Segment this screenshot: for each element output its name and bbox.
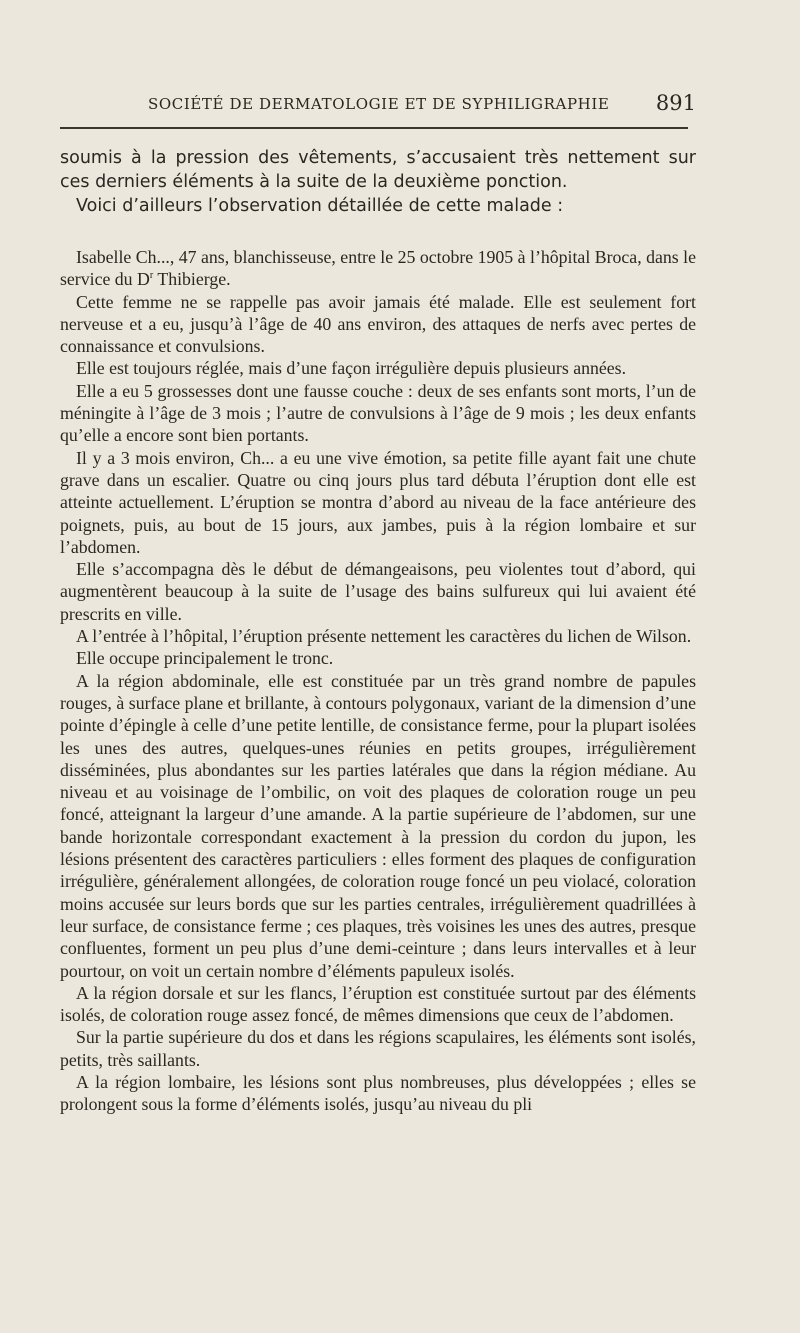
observation-paragraph: Elle s’accompagna dès le début de démangeaisons, peu violentes tout d’abord, qui augmentèrent beaucoup à la suite de l’usage des bains sulfureux qui lui avaient été prescrits en ville. (60, 559, 696, 624)
observation-text-span: Thibierge. (153, 269, 231, 290)
intro-text (60, 146, 696, 218)
running-title: SOCIÉTÉ DE DERMATOLOGIE ET DE SYPHILIGRAPHIE (148, 95, 610, 113)
observation-paragraph (60, 246, 696, 291)
observation-paragraph: Elle est toujours réglée, mais d’une façon irrégulière depuis plusieurs années. (76, 358, 627, 379)
page-number: 891 (655, 91, 696, 115)
observation-paragraph: A la région lombaire, les lésions sont plus nombreuses, plus développées ; elles se prolongent sous la forme d’éléments isolés, jusqu’au niveau du pli (60, 1071, 696, 1115)
observation-paragraph: Elle occupe principalement le tronc. (76, 648, 334, 669)
intro-paragraph: Voici d’ailleurs l’observation détaillée de cette malade : (76, 196, 564, 216)
header-rule (60, 127, 688, 129)
observation-paragraph: Cette femme ne se rappelle pas avoir jamais été malade. Elle est seulement fort nerveuse et a eu, jusqu’à l’âge de 40 ans environ, des attaques de nerfs avec pertes de connaissance et convulsions. (60, 291, 696, 357)
observation-paragraph: A l’entrée à l’hôpital, l’éruption présente nettement les caractères du lichen de Wilson. (76, 626, 692, 647)
observation-paragraph: A la région abdominale, elle est constituée par un très grand nombre de papules rouges, à surface plane et brillante, à contours polygonaux, variant de la dimension d’une pointe d’épingle à celle d’une petite lentille, de consistance ferme, pour la plupart isolées les unes des autres, quelques-unes réunies en petits groupes, irrégulièrement disséminées, plus abondantes sur les parties latérales que dans la région médiane. Au niveau et au voisinage de l’ombilic, on voit des plaques de coloration rouge un peu foncé, atteignant la largeur d’une amande. A la partie supérieure de l’abdomen, sur une bande horizontale correspondant exactement à la pression du cordon du jupon, les lésions présentent des caractères particuliers : elles forment des plaques de configuration irrégulière, généralement allongées, de coloration rouge foncé un peu violacé, coloration moins accusée sur leurs bords que sur les parties centrales, irrégulièrement quadrillées à leur surface, de consistance ferme ; ces plaques, très voisines les unes des autres, presque confluentes, forment un peu plus d’une demi-ceinture ; dans leurs intervalles et à leur pourtour, on voit un certain nombre d’éléments papuleux isolés. (60, 670, 696, 981)
intro-paragraph: soumis à la pression des vêtements, s’accusaient très nettement sur ces derniers éléments à la suite de la deuxième ponction. (60, 148, 696, 192)
observation-paragraph: Sur la partie supérieure du dos et dans les régions scapulaires, les éléments sont isolés, petits, très saillants. (60, 1027, 696, 1070)
observation-paragraph: Elle a eu 5 grossesses dont une fausse couche : deux de ses enfants sont morts, l’un de méningite à l’âge de 3 mois ; l’autre de convulsions à l’âge de 9 mois ; les deux enfants qu’elle a encore sont bien portants. (60, 380, 696, 446)
observation-paragraph: Il y a 3 mois environ, Ch... a eu une vive émotion, sa petite fille ayant fait une chute grave dans un escalier. Quatre ou cinq jours plus tard débuta l’éruption dont elle est atteinte actuellement. L’éruption se montra d’abord au niveau de la face antérieure des poignets, puis, au bout de 15 jours, aux jambes, puis à la région lombaire et sur l’abdomen. (60, 447, 696, 557)
page-header (148, 91, 696, 119)
observation-text-span: Isabelle Ch..., 47 ans, blanchisseuse, entre le 25 octobre 1905 à l’hôpital Broca, dans le service du D (60, 247, 696, 290)
superscript: r (149, 270, 154, 282)
observation-text (60, 246, 696, 1116)
observation-paragraph: A la région dorsale et sur les flancs, l’éruption est constituée surtout par des éléments isolés, de coloration rouge assez foncé, de mêmes dimensions que ceux de l’abdomen. (60, 982, 696, 1026)
